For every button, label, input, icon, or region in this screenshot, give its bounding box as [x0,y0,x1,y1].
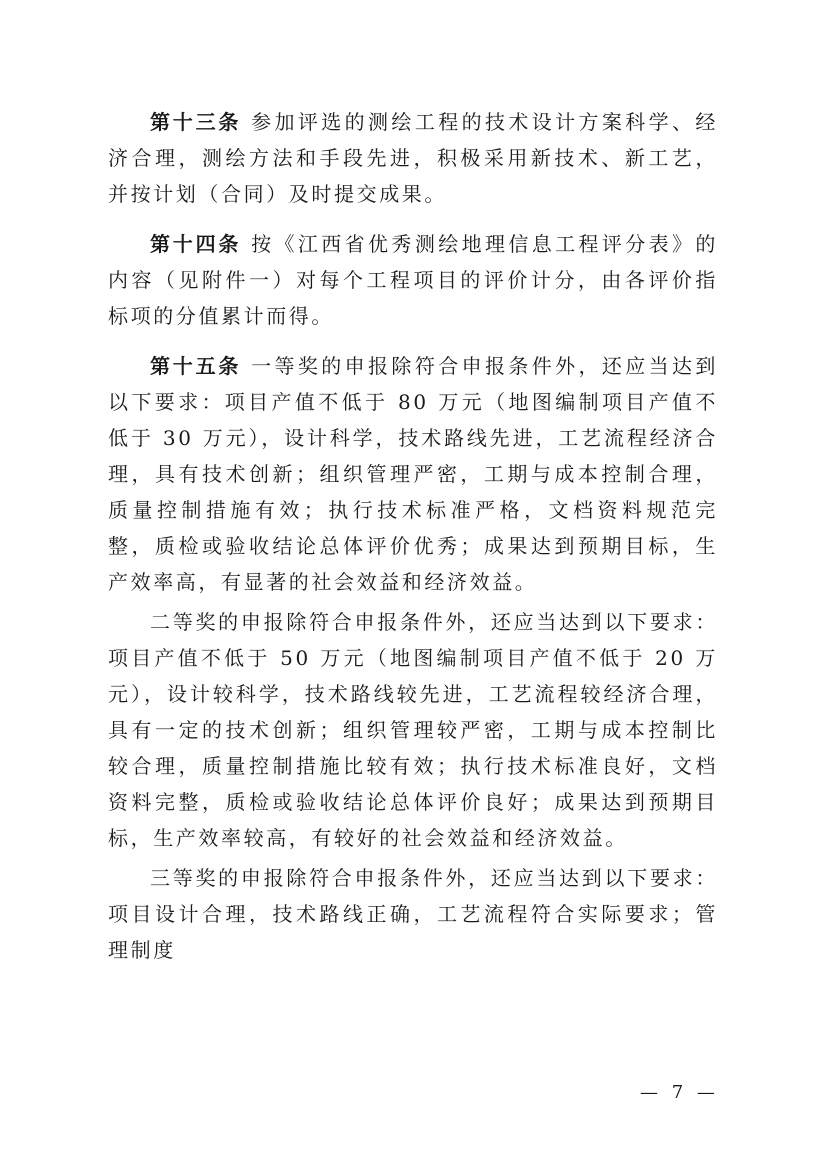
document-body [108,104,718,968]
article-label: 第十三条 [150,110,242,134]
article-13 [108,104,718,212]
article-label: 第十五条 [150,354,242,378]
article-label: 第十四条 [150,232,242,256]
article-14 [108,226,718,334]
paragraph-text: 三等奖的申报除符合申报条件外，还应当达到以下要求：项目设计合理，技术路线正确，工艺流程符合实际要求；管理制度 [108,866,718,962]
article-text: 一等奖的申报除符合申报条件外，还应当达到以下要求：项目产值不低于 80 万元（地图编制项目产值不低于 30 万元），设计科学，技术路线先进，工艺流程经济合理，具有技术创新；组织管理严密，工期与成本控制合理，质量控制措施有效；执行技术标准严格，文档资料规范完整，质检或验收结论总体评价优秀；成果达到预期目标，生产效率高，有显著的社会效益和经济效益。 [108,354,719,594]
article-15 [108,348,718,600]
paragraph-second-prize [108,604,718,856]
article-text: 参加评选的测绘工程的技术设计方案科学、经济合理，测绘方法和手段先进，积极采用新技术、新工艺，并按计划（合同）及时提交成果。 [108,110,719,206]
paragraph-text: 二等奖的申报除符合申报条件外，还应当达到以下要求：项目产值不低于 50 万元（地图编制项目产值不低于 20 万元），设计较科学，技术路线较先进，工艺流程较经济合理，具有一定的技术创新；组织管理较严密，工期与成本控制比较合理，质量控制措施比较有效；执行技术标准良好，文档资料完整，质检或验收结论总体评价良好；成果达到预期目标，生产效率较高，有较好的社会效益和经济效益。 [108,610,718,850]
page-number: — 7 — [640,1082,719,1103]
article-text: 按《江西省优秀测绘地理信息工程评分表》的内容（见附件一）对每个工程项目的评价计分，由各评价指标项的分值累计而得。 [108,232,719,328]
paragraph-third-prize [108,860,718,968]
